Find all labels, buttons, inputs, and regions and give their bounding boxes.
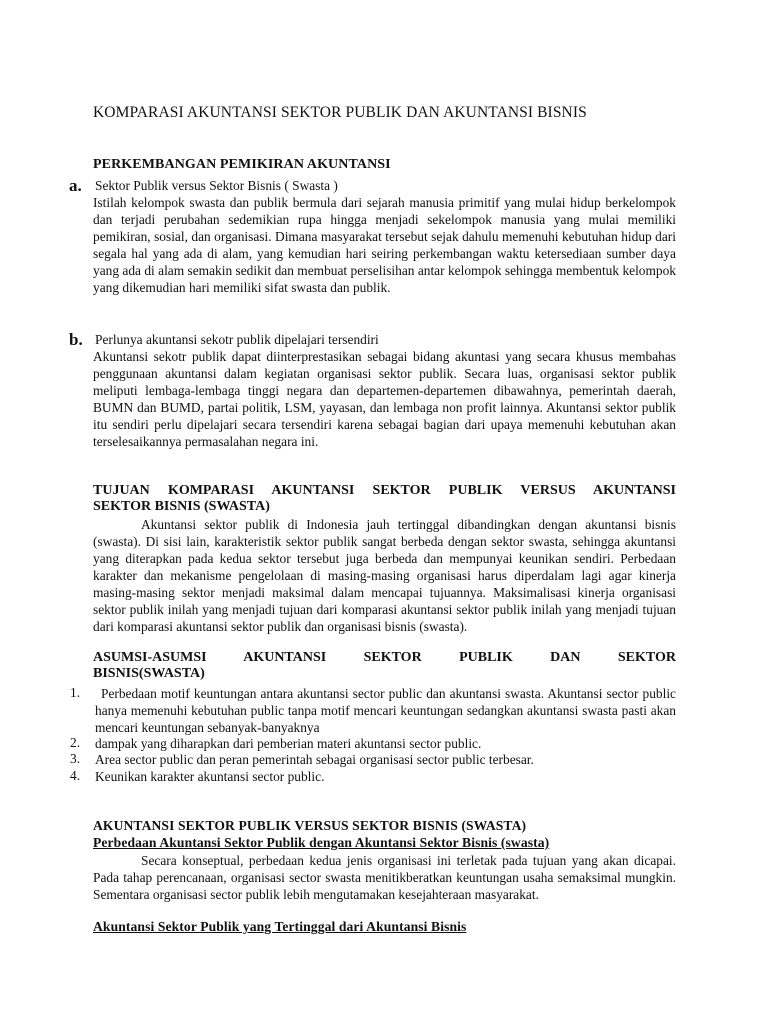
section-heading-versus: AKUNTANSI SEKTOR PUBLIK VERSUS SEKTOR BISNIS (SWASTA) <box>93 818 527 833</box>
asumsi-item-4-text: Keunikan karakter akuntansi sector public. <box>95 769 325 784</box>
section-heading-asumsi-line1: ASUMSI-ASUMSI AKUNTANSI SEKTOR PUBLIK DAN SEKTOR <box>93 650 676 665</box>
section-heading-perkembangan: PERKEMBANGAN PEMIKIRAN AKUNTANSI <box>93 157 391 172</box>
item-a-title: Sektor Publik versus Sektor Bisnis ( Swasta ) <box>95 178 338 193</box>
asumsi-item-1-number: 1. <box>70 685 81 700</box>
document-title: KOMPARASI AKUNTANSI SEKTOR PUBLIK DAN AKUNTANSI BISNIS <box>93 104 587 121</box>
asumsi-item-2-text: dampak yang diharapkan dari pemberian materi akuntansi sector public. <box>95 736 482 751</box>
item-b-marker: b. <box>69 330 83 349</box>
asumsi-item-3-number: 3. <box>70 751 81 766</box>
subheading-perbedaan: Perbedaan Akuntansi Sektor Publik dengan Akuntansi Sektor Bisnis (swasta) <box>93 835 550 850</box>
tujuan-body: Akuntansi sektor publik di Indonesia jauh tertinggal dibandingkan dengan akuntansi bisnis (swasta). Di sisi lain, karakteristik sektor publik sangat berbeda dengan sektor swasta, sehingga akuntansi yang diterapkan pada kedua sektor tersebut juga berbeda dan mempunyai keunikan sendiri. Perbedaan karakter dan mekanisme pengelolaan di masing-masing organisasi harus diperdalam lagi agar kinerja masing-masing sektor menjadi maksimal dalam mencapai tujuannya. Maksimalisasi kinerja organisasi sektor publik inilah yang menjadi tujuan dari komparasi akuntansi sektor publik inilah yang menjadi tujuan dari komparasi akuntansi sektor publik dan organisasi bisnis (swasta). <box>93 517 676 634</box>
item-b-body: Akuntansi sekotr publik dapat diinterprestasikan sebagai bidang akuntasi yang secara khusus membahas penggunaan akuntansi dalam kegiatan organisasi sektor publik. Secara luas, organisasi sektor publik meliputi lembaga-lembaga tinggi negara dan departemen-departemen dibawahnya, pemerintah daerah, BUMN dan BUMD, partai politik, LSM, yayasan, dan lembaga non profit lainnya. Akuntansi sektor publik itu sendiri perlu dipelajari secara tersendiri karena sebagai bagian dari upaya memenuhi kebutuhan akan terselesaikannya permasalahan negara ini. <box>93 349 676 449</box>
item-b-title: Perlunya akuntansi sekotr publik dipelajari tersendiri <box>95 332 379 347</box>
section-heading-asumsi-line2: BISNIS(SWASTA) <box>93 666 205 681</box>
asumsi-item-1-text: Perbedaan motif keuntungan antara akuntansi sector public dan akuntansi swasta. Akuntansi sector public hanya memenuhi kebutuhan public tanpa motif mencari keuntungan sedangkan akuntansi swasta pasti akan mencari keuntungan sebanyak-banyaknya <box>95 686 676 735</box>
asumsi-item-2-number: 2. <box>70 735 81 750</box>
subheading-tertinggal: Akuntansi Sektor Publik yang Tertinggal dari Akuntansi Bisnis <box>93 919 467 934</box>
section-heading-tujuan-line2: SEKTOR BISNIS (SWASTA) <box>93 499 270 514</box>
asumsi-item-3-text: Area sector public dan peran pemerintah sebagai organisasi sector public terbesar. <box>95 752 534 767</box>
asumsi-item-4-number: 4. <box>70 768 81 783</box>
item-a-body: Istilah kelompok swasta dan publik bermula dari sejarah manusia primitif yang mulai hidup berkelompok dan terjadi perubahan sedemikian rupa hingga menjadi sekelompok manusia yang mulai memiliki pemikiran, sosial, dan organisasi. Dimana masyarakat tersebut sejak dahulu memenuhi kebutuhan hidup dari segala hal yang ada di alam, yang kemudian hari seiring perkembangan waktu ketersediaan sumber daya yang ada di alam semakin sedikit dan membuat perselisihan antar kelompok sehingga membentuk kelompok yang dikemudian hari memiliki sifat swasta dan publik. <box>93 195 676 295</box>
perbedaan-body: Secara konseptual, perbedaan kedua jenis organisasi ini terletak pada tujuan yang akan dicapai. Pada tahap perencanaan, organisasi sector swasta menitikberatkan keuntungan usaha semaksimal mungkin. Sementara organisasi sector publik lebih mengutamakan kesejahteraan masyarakat. <box>93 853 676 902</box>
section-heading-tujuan-line1: TUJUAN KOMPARASI AKUNTANSI SEKTOR PUBLIK VERSUS AKUNTANSI <box>93 483 676 498</box>
item-a-marker: a. <box>69 176 82 195</box>
